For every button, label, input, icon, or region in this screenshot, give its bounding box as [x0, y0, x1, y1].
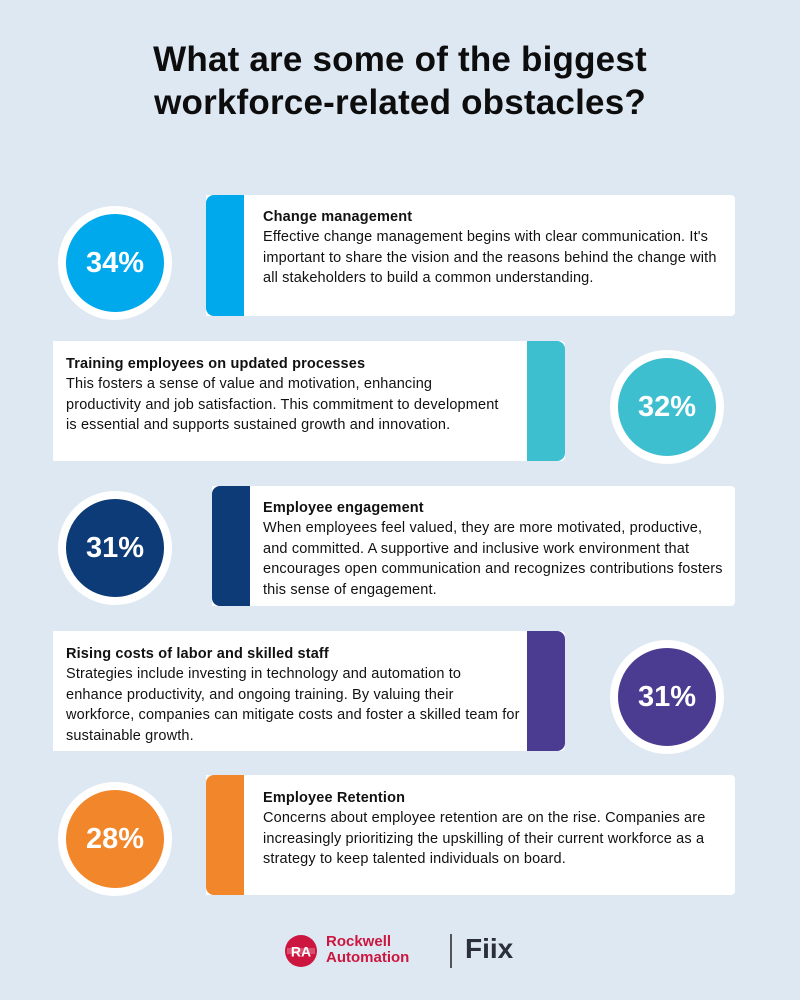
card-accent: [527, 631, 565, 751]
card-accent: [212, 486, 250, 606]
card-title: Change management: [263, 209, 413, 225]
card-rising-costs: [53, 631, 565, 751]
card-training-employees: [53, 341, 565, 461]
percent-circle-employee-engagement: [58, 491, 172, 605]
percent-circle-change-management: [58, 206, 172, 320]
card-title: Rising costs of labor and skilled staff: [66, 646, 329, 662]
logo-divider: [450, 934, 452, 968]
percent-value: 28%: [85, 822, 145, 855]
page-title: [0, 38, 800, 124]
card-title: Employee engagement: [263, 500, 424, 516]
ra-mark-text: RA: [290, 943, 312, 960]
card-accent: [527, 341, 565, 461]
card-title: Training employees on updated processes: [66, 356, 366, 372]
card-body: Effective change management begins with clear communication. It's important to share the vision and the reasons behind the change with all stakeholders to build a common understanding.: [263, 229, 717, 287]
rockwell-automation-logo-icon: [284, 934, 318, 968]
percent-value: 31%: [85, 531, 145, 564]
rockwell-automation-wordmark: [326, 934, 409, 966]
card-accent: [206, 775, 244, 895]
percent-value: 31%: [637, 680, 697, 713]
percent-circle-training-employees: [610, 350, 724, 464]
card-title: Employee Retention: [263, 790, 406, 806]
percent-value: 34%: [85, 246, 145, 279]
title-line-1: What are some of the biggest: [153, 40, 647, 79]
percent-circle-rising-costs: [610, 640, 724, 754]
card-accent: [206, 195, 244, 316]
card-body: When employees feel valued, they are more motivated, productive, and committed. A supportive and inclusive work environment that encourages open communication and recognizes contributions fosters this sense of engagement.: [263, 520, 723, 598]
card-body: This fosters a sense of value and motivation, enhancing productivity and job satisfaction. This commitment to development is essential and supports sustained growth and innovation.: [66, 376, 499, 434]
card-change-management: [206, 195, 735, 316]
card-employee-engagement: [212, 486, 735, 606]
title-line-2: workforce-related obstacles?: [154, 83, 646, 122]
percent-circle-employee-retention: [58, 782, 172, 896]
card-body: Concerns about employee retention are on the rise. Companies are increasingly prioritizing the upskilling of their current workforce as a strategy to keep talented individuals on board.: [263, 810, 706, 868]
percent-value: 32%: [637, 390, 697, 423]
footer-logos: [0, 930, 800, 972]
ra-line-2: Automation: [326, 949, 410, 966]
ra-line-1: Rockwell: [326, 933, 392, 950]
fiix-logo: Fiix: [465, 933, 514, 964]
card-employee-retention: [206, 775, 735, 895]
card-body: Strategies include investing in technology and automation to enhance productivity, and ongoing training. By valuing their workforce, companies can mitigate costs and foster a skilled team for sustainable growth.: [66, 666, 520, 744]
